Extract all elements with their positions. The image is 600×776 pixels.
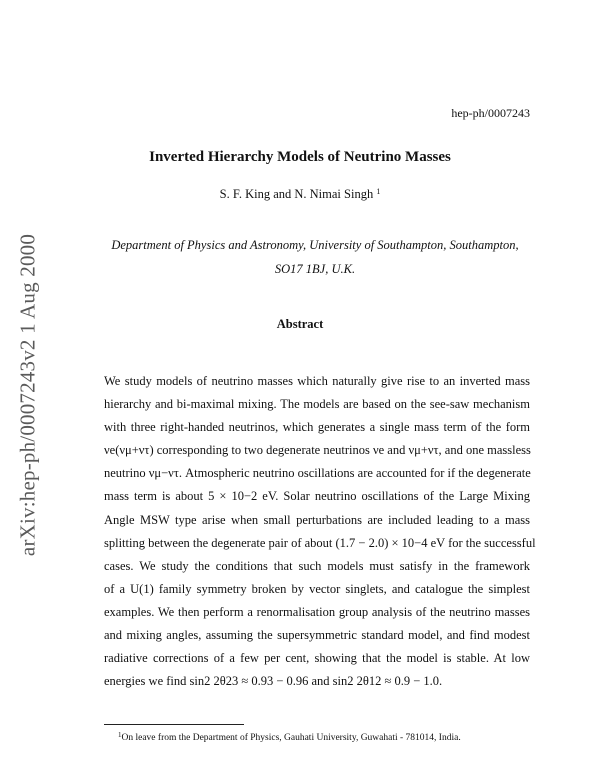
footnote-mark: 1 [118,731,122,739]
footnote [118,731,461,743]
affiliation-line-1: Department of Physics and Astronomy, University of Southampton, Southampton, [111,238,519,252]
authors: S. F. King and N. Nimai Singh [219,187,374,201]
affiliation-line-2: SO17 1BJ, U.K. [274,262,356,276]
affiliation [100,233,530,281]
abstract-line: splitting between the degenerate pair of about (1.7 − 2.0) × 10−4 eV for the successful [104,535,536,550]
author-footnote-mark: 1 [376,187,381,196]
footnote-text: On leave from the Department of Physics, Gauhati University, Guwahati - 781014, India. [121,733,461,743]
abstract-line: with three right-handed neutrinos, which generates a single mass term of the form [104,420,530,435]
footnote-divider [104,724,244,725]
paper-title: Inverted Hierarchy Models of Neutrino Masses [149,149,451,165]
abstract-line: hierarchy and bi-maximal mixing. The models are based on the see-saw mechanism [104,397,530,412]
abstract-line: neutrino νμ−ντ. Atmospheric neutrino oscillations are accounted for if the degenerate [104,466,531,481]
author-line [0,187,600,202]
abstract-line: Angle MSW type arise when small perturbations are included leading to a mass [104,512,530,527]
arxiv-sidebar-stamp [8,205,48,585]
arxiv-id-text: arXiv:hep-ph/0007243v2 1 Aug 2000 [15,233,40,557]
abstract-heading: Abstract [276,317,324,331]
abstract-line: νe(νμ+ντ) corresponding to two degenerate neutrinos νe and νμ+ντ, and one massless [104,443,531,458]
abstract-body [104,370,536,693]
abstract-line: radiative corrections of a few per cent, showing that the model is stable. At low [104,651,530,666]
abstract-line: We study models of neutrino masses which naturally give rise to an inverted mass [104,374,530,388]
abstract-line: of a U(1) family symmetry broken by vector singlets, and catalogue the simplest [104,581,530,596]
abstract-line: energies we find sin2 2θ23 ≈ 0.93 − 0.96 and sin2 2θ12 ≈ 0.9 − 1.0. [104,674,443,689]
abstract-line: examples. We then perform a renormalisation group analysis of the neutrino masses [104,604,530,619]
abstract-line: and mixing angles, assuming the supersymmetric standard model, and find modest [104,628,530,643]
abstract-line: mass term is about 5 × 10−2 eV. Solar neutrino oscillations of the Large Mixing [104,489,530,504]
report-number: hep-ph/0007243 [451,106,530,120]
abstract-line: cases. We study the conditions that such models must satisfy in the framework [104,558,530,573]
